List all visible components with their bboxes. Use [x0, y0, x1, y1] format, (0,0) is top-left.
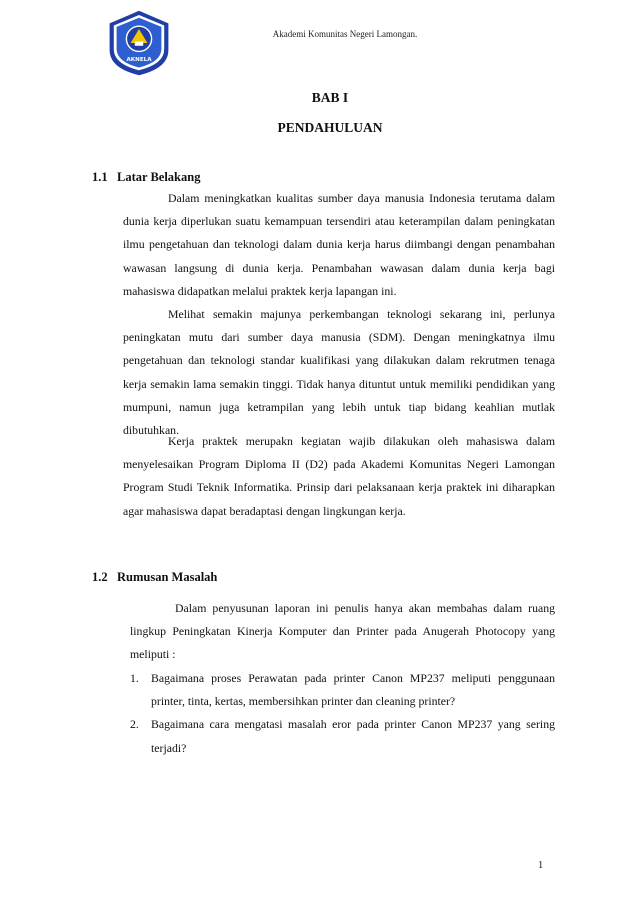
paragraph: Melihat semakin majunya perkembangan teknologi sekarang ini, perlunya peningkatan mutu dari sumber daya manusia (SDM). Dengan meningkatnya ilmu pengetahuan dan teknologi standar kualifikasi yang dilakukan dalam rekrutmen tenaga kerja semakin lama semakin tinggi. Tidak hanya dituntut untuk memiliki pendidikan yang mumpuni, namun juga ketrampilan yang lebih untuk tiap bidang keahlian mutlak dibutuhkan. — [123, 307, 555, 438]
paragraph: Kerja praktek merupakn kegiatan wajib dilakukan oleh mahasiswa dalam menyelesaikan Program Diploma II (D2) pada Akademi Komunitas Negeri Lamongan Program Studi Teknik Informatika. Prinsip dari pelaksanaan kerja praktek ini diharapkan agar mahasiswa dapat beradaptasi dengan lingkungan kerja. — [123, 434, 555, 518]
chapter-title: PENDAHULUAN — [277, 120, 383, 135]
institution-logo — [104, 8, 174, 78]
list-item-text: Bagaimana cara mengatasi masalah eror pada printer Canon MP237 yang sering terjadi? — [151, 717, 555, 755]
page-number: 1 — [538, 860, 544, 871]
paragraph: Dalam penyusunan laporan ini penulis hanya akan membahas dalam ruang lingkup Peningkatan Kinerja Komputer dan Printer pada Anugerah Photocopy yang meliputi : — [130, 601, 555, 662]
list-item-number: 2. — [130, 717, 139, 732]
section-heading-latar-belakang — [92, 170, 200, 185]
chapter-number: BAB I — [311, 90, 349, 105]
header-institution: Akademi Komunitas Negeri Lamongan. — [272, 29, 418, 39]
logo-text: AKNELA — [126, 57, 152, 64]
list-item — [130, 667, 555, 713]
section-title: Latar Belakang — [117, 170, 201, 184]
list-item-text: Bagaimana proses Perawatan pada printer Canon MP237 meliputi penggunaan printer, tinta, kertas, membersihkan printer dan cleaning printer? — [151, 671, 555, 709]
list-item-number: 1. — [130, 671, 139, 685]
section-heading-rumusan-masalah — [92, 570, 217, 585]
section-number: 1.2 — [92, 570, 108, 584]
logo-emblem-book — [135, 42, 143, 46]
section-title: Rumusan Masalah — [117, 570, 218, 584]
list-item — [130, 713, 555, 759]
problem-list — [130, 667, 555, 760]
paragraph: Dalam meningkatkan kualitas sumber daya manusia Indonesia terutama dalam dunia kerja diperlukan suatu kemampuan tersendiri atau keterampilan dalam peningkatan ilmu pengetahuan dan teknologi dalam dunia kerja harus diimbangi dengan penambahan wawasan langsung di dunia kerja. Penambahan wawasan dalam dunia kerja bagi mahasiswa didapatkan melalui praktek kerja lapangan ini. — [123, 191, 555, 298]
section-number: 1.1 — [92, 170, 108, 184]
